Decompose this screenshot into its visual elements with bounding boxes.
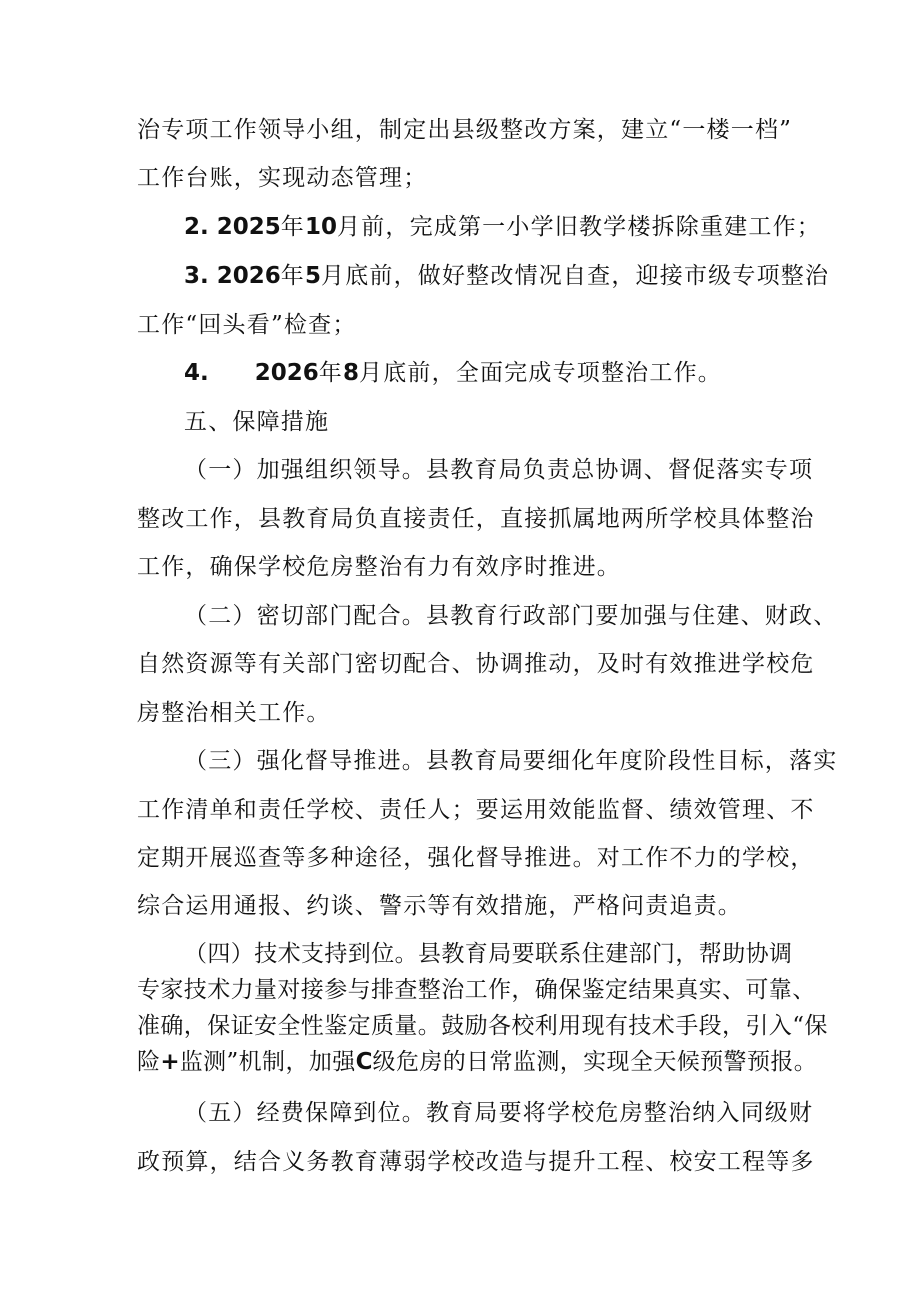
paragraph-line: 险+监测”机制，加强C级危房的日常监测，实现全天候预警预报。 <box>137 1049 818 1075</box>
paragraph-line: （二）密切部门配合。县教育行政部门要加强与住建、财政、 <box>184 603 838 629</box>
paragraph-line: （三）强化督导推进。县教育局要细化年度阶段性目标，落实 <box>184 748 838 774</box>
paragraph-line: 工作清单和责任学校、责任人；要运用效能监督、绩效管理、不 <box>137 797 815 823</box>
paragraph-line: （五）经费保障到位。教育局要将学校危房整治纳入同级财 <box>184 1100 814 1126</box>
item-number: 4. <box>184 360 209 386</box>
paragraph-line: 准确，保证安全性鉴定质量。鼓励各校利用现有技术手段，引入“保 <box>137 1013 828 1039</box>
paragraph-line: 工作，确保学校危房整治有力有效序时推进。 <box>137 554 621 580</box>
item-number: 2. 2025 <box>184 214 281 240</box>
list-item-3: 3. 2026年5月底前，做好整改情况自查，迎接市级专项整治 <box>184 263 830 289</box>
text-line: 工作“回头看”检查； <box>137 312 357 338</box>
item-number: 3. 2026 <box>184 263 281 289</box>
paragraph-line: 综合运用通报、约谈、警示等有效措施，严格问责追责。 <box>137 893 742 919</box>
paragraph-line: （一）加强组织领导。县教育局负责总协调、督促落实专项 <box>184 457 814 483</box>
paragraph-line: 专家技术力量对接参与排查整治工作，确保鉴定结果真实、可靠、 <box>137 977 816 1003</box>
paragraph-line: （四）技术支持到位。县教育局要联系住建部门，帮助协调 <box>184 941 793 967</box>
paragraph-line: 房整治相关工作。 <box>137 700 331 726</box>
paragraph-line: 定期开展巡查等多种途径，强化督导推进。对工作不力的学校， <box>137 845 815 871</box>
list-item-2: 2. 2025年10月前，完成第一小学旧教学楼拆除重建工作； <box>184 214 821 240</box>
section-heading: 五、保障措施 <box>184 409 330 435</box>
paragraph-line: 自然资源等有关部门密切配合、协调推动，及时有效推进学校危 <box>137 651 815 677</box>
paragraph-line: 政预算，结合义务教育薄弱学校改造与提升工程、校安工程等多 <box>137 1149 815 1175</box>
text-line: 工作台账，实现动态管理； <box>137 165 428 191</box>
paragraph-line: 整改工作，县教育局负直接责任，直接抓属地两所学校具体整治 <box>137 506 815 532</box>
text-line: 治专项工作领导小组，制定出县级整改方案，建立“一楼一档” <box>137 117 793 143</box>
list-item-4: 4. 2026年8月底前，全面完成专项整治工作。 <box>184 360 722 386</box>
